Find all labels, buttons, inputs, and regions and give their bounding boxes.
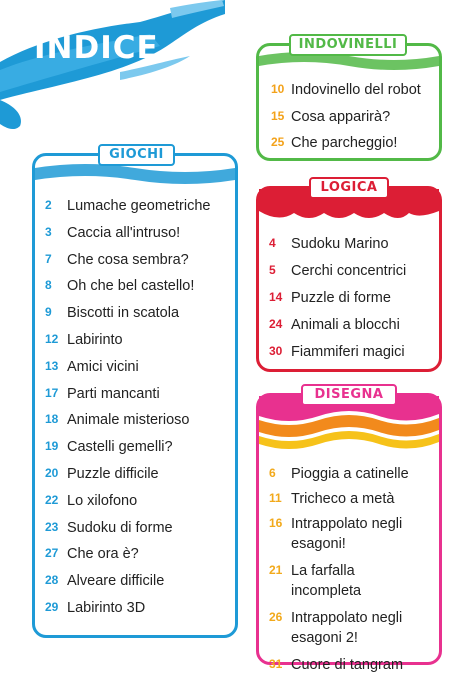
entry-title: Alveare difficile xyxy=(67,573,165,590)
entry-title: Indovinello del robot xyxy=(291,82,421,98)
page-number: 13 xyxy=(45,358,59,373)
page-number: 31 xyxy=(269,657,283,671)
entry-title: Sudoku di forme xyxy=(67,519,173,536)
list-item xyxy=(45,276,235,303)
page-number: 15 xyxy=(271,108,285,123)
entry-title: Intrappolato negli esagoni! xyxy=(291,516,403,552)
page-number: 10 xyxy=(271,82,285,96)
entry-title: Animali a blocchi xyxy=(291,317,400,333)
page-number: 29 xyxy=(45,599,59,614)
list-item xyxy=(269,514,439,557)
entry-title: Parti mancanti xyxy=(67,385,160,402)
page-number: 30 xyxy=(269,344,283,358)
list-item xyxy=(45,518,235,545)
section-disegna xyxy=(256,387,442,673)
entry-title: La farfalla incompleta xyxy=(291,563,362,599)
entry-title: Cuore di tangram xyxy=(291,657,404,673)
page-number: 16 xyxy=(269,516,283,530)
entry-title: Animale misterioso xyxy=(67,412,190,429)
page-number: 25 xyxy=(271,135,285,149)
entry-title: Intrappolato negli esagoni 2! xyxy=(291,610,403,646)
list-item xyxy=(45,437,235,464)
entry-title: Sudoku Marino xyxy=(291,236,389,252)
list-item xyxy=(269,608,439,651)
page-number: 24 xyxy=(269,317,283,331)
entry-title: Biscotti in scatola xyxy=(67,305,180,322)
page-number: 5 xyxy=(269,263,276,277)
list-item xyxy=(45,544,235,571)
entry-title: Labirinto xyxy=(67,331,123,348)
list-item xyxy=(45,196,235,223)
list-item xyxy=(269,464,439,485)
page-number: 23 xyxy=(45,519,59,534)
list-item xyxy=(45,223,235,250)
entry-title: Cerchi concentrici xyxy=(291,263,407,279)
entry-title: Lumache geometriche xyxy=(67,198,211,214)
section-label-giochi: GIOCHI xyxy=(98,144,175,166)
page-number: 3 xyxy=(45,224,52,239)
entry-title: Labirinto 3D xyxy=(67,599,146,616)
list-item xyxy=(269,342,439,369)
list-item xyxy=(271,133,439,160)
section-label-disegna: DISEGNA xyxy=(301,384,397,406)
page-number: 12 xyxy=(45,331,59,346)
entry-title: Amici vicini xyxy=(67,358,139,375)
page-number: 14 xyxy=(269,290,283,304)
entry-title: Puzzle difficile xyxy=(67,465,159,482)
entry-title: Tricheco a metà xyxy=(291,491,395,507)
page-number: 26 xyxy=(269,610,283,624)
page-number: 2 xyxy=(45,198,52,212)
page-number: 11 xyxy=(269,491,282,505)
entry-title: Oh che bel castello! xyxy=(67,278,195,295)
list-item xyxy=(45,303,235,330)
page-number: 9 xyxy=(45,305,52,320)
entry-title: Caccia all'intruso! xyxy=(67,224,181,241)
page-number: 6 xyxy=(269,466,276,480)
entry-title: Che ora è? xyxy=(67,546,139,563)
list-item xyxy=(269,288,439,315)
entry-title: Castelli gemelli? xyxy=(67,439,173,456)
disegna-list xyxy=(269,464,439,680)
list-item xyxy=(271,80,439,107)
list-item xyxy=(45,410,235,437)
page-number: 17 xyxy=(45,385,59,400)
section-indovinelli xyxy=(256,37,442,161)
entry-title: Fiammiferi magici xyxy=(291,344,405,360)
page-number: 28 xyxy=(45,573,59,588)
page-number: 22 xyxy=(45,492,59,507)
page-number: 8 xyxy=(45,278,52,293)
list-item xyxy=(45,384,235,411)
page-number: 19 xyxy=(45,439,59,454)
list-item xyxy=(45,250,235,277)
entry-title: Che parcheggio! xyxy=(291,135,398,151)
indovinelli-list xyxy=(271,80,439,160)
list-item xyxy=(45,464,235,491)
page-number: 27 xyxy=(45,546,59,561)
page-number: 21 xyxy=(269,563,283,577)
section-logica xyxy=(256,180,442,372)
entry-title: Lo xilofono xyxy=(67,492,138,509)
section-giochi xyxy=(32,147,238,638)
list-item xyxy=(45,571,235,598)
list-item xyxy=(269,234,439,261)
section-label-logica: LOGICA xyxy=(309,177,389,199)
logica-list xyxy=(269,234,439,369)
entry-title: Pioggia a catinelle xyxy=(291,466,409,482)
list-item xyxy=(269,261,439,288)
list-item xyxy=(45,598,235,625)
list-item xyxy=(45,330,235,357)
list-item xyxy=(269,655,439,676)
list-item xyxy=(45,491,235,518)
entry-title: Puzzle di forme xyxy=(291,290,391,306)
page-number: 4 xyxy=(269,236,276,250)
page-number: 20 xyxy=(45,465,59,480)
list-item xyxy=(269,489,439,510)
entry-title: Cosa apparirà? xyxy=(291,108,391,125)
list-item xyxy=(271,107,439,134)
list-item xyxy=(269,315,439,342)
page-number: 7 xyxy=(45,251,52,266)
section-label-indovinelli: INDOVINELLI xyxy=(289,34,407,56)
entry-title: Che cosa sembra? xyxy=(67,251,189,268)
list-item xyxy=(45,357,235,384)
giochi-list xyxy=(45,196,235,625)
page-number: 18 xyxy=(45,412,59,427)
page-title: INDICE xyxy=(34,30,159,66)
list-item xyxy=(269,561,439,604)
